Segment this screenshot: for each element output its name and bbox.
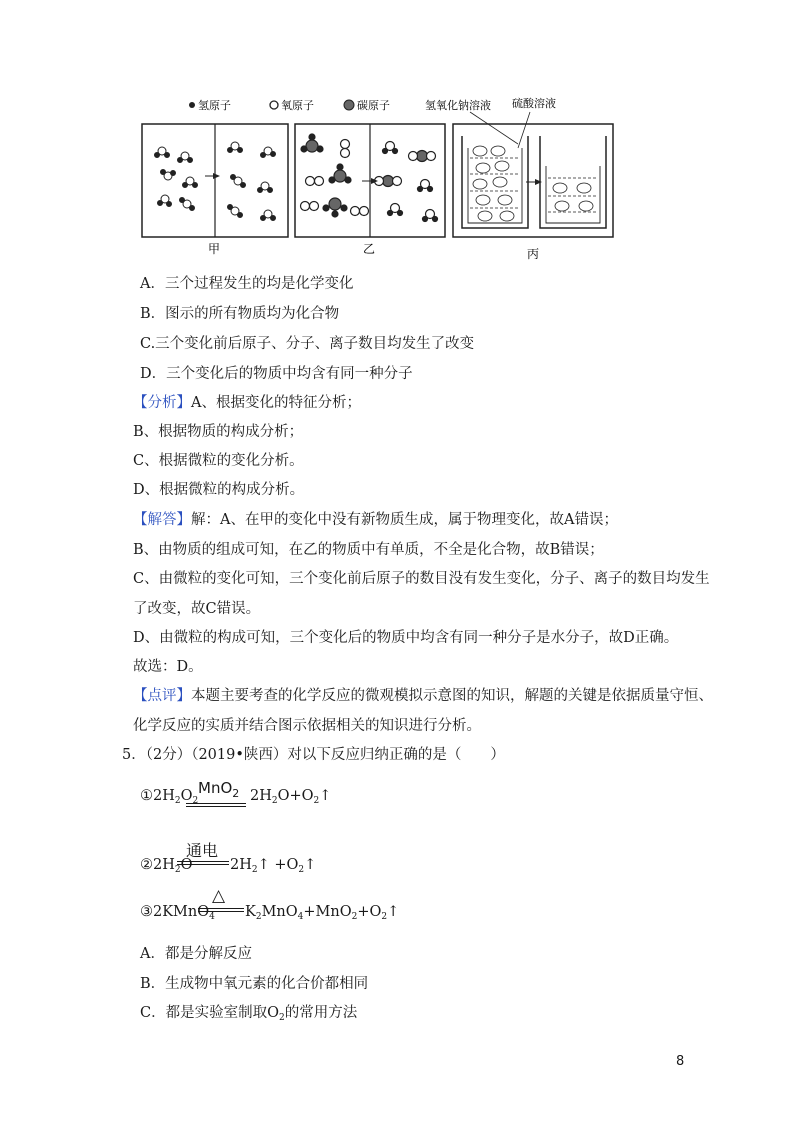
panel-yi-label: 乙 bbox=[363, 242, 376, 256]
equation-2-condition: 通电 bbox=[186, 841, 219, 860]
q4-answer-line: D、由微粒的构成可知，三个变化后的物质中均含有同一种分子是水分子，故D正确。 bbox=[133, 630, 679, 646]
equation-1-condition: MnO$_2$ bbox=[198, 779, 240, 800]
analysis-tag: 【分析】 bbox=[133, 395, 191, 411]
q4-answer-line: 【解答】解：A、在甲的变化中没有新物质生成，属于物理变化，故A错误； bbox=[133, 512, 618, 528]
q4-answer-line: B、由物质的组成可知，在乙的物质中有单质，不全是化合物，故B错误； bbox=[133, 542, 604, 558]
q4-option-d: D．三个变化后的物质中均含有同一种分子 bbox=[140, 366, 413, 382]
legend-c-label: 碳原子 bbox=[357, 99, 390, 112]
legend-naoh-label: 氢氧化钠溶液 bbox=[425, 99, 491, 112]
panel-bing-label: 丙 bbox=[527, 247, 540, 261]
legend-h2so4-label: 硫酸溶液 bbox=[512, 97, 556, 110]
q5-option-c: C．都是实验室制取$O_2$的常用方法 bbox=[140, 1005, 358, 1023]
legend-h-label: 氢原子 bbox=[198, 99, 231, 112]
h-atom-legend-icon bbox=[189, 102, 195, 108]
equation-1-products: $2H_2O+O_2↑$ bbox=[250, 788, 332, 806]
q4-answer-line: 故选：D。 bbox=[133, 659, 203, 675]
equation-3-equals bbox=[198, 908, 244, 912]
q4-option-a: A．三个过程发生的均是化学变化 bbox=[140, 276, 354, 292]
q4-option-c: C.三个变化前后原子、分子、离子数目均发生了改变 bbox=[140, 336, 475, 352]
q4-analysis-line: 【分析】A、根据变化的特征分析； bbox=[133, 395, 361, 411]
q4-analysis-line: B、根据物质的构成分析； bbox=[133, 424, 304, 440]
equation-1-equals bbox=[186, 803, 246, 807]
q5-option-b: B．生成物中氧元素的化合价都相同 bbox=[140, 976, 369, 992]
equation-2: $②2H_2O$ bbox=[140, 857, 193, 875]
equation-3: ③2KMnO$_4$ bbox=[140, 904, 215, 922]
q4-answer-line: 了改变，故C错误。 bbox=[133, 601, 261, 617]
o-atom-legend-icon bbox=[270, 101, 278, 109]
q5-option-a: A．都是分解反应 bbox=[140, 946, 252, 962]
q4-analysis-line: D、根据微粒的构成分析。 bbox=[133, 482, 305, 498]
q4-analysis-line: C、根据微粒的变化分析。 bbox=[133, 453, 304, 469]
q4-option-b: B．图示的所有物质均为化合物 bbox=[140, 306, 340, 322]
panel-jia-label: 甲 bbox=[208, 242, 221, 256]
q5-stem: 5．（2分）（2019•陕西）对以下反应归纳正确的是（ ） bbox=[122, 747, 505, 763]
equation-3-condition: △ bbox=[212, 886, 226, 906]
equation-3-products: $K_2MnO_4+MnO_2+O_2↑$ bbox=[245, 904, 400, 922]
equation-2-products: $2H_2↑$ $+O_2↑$ bbox=[230, 857, 317, 875]
panel-bing bbox=[453, 124, 613, 237]
q4-comment-line: 【点评】本题主要考查的化学反应的微观模拟示意图的知识，解题的关键是依据质量守恒、 bbox=[133, 688, 713, 704]
legend-o-label: 氧原子 bbox=[281, 99, 314, 112]
q4-answer-line: C、由微粒的变化可知，三个变化前后原子的数目没有发生变化，分子、离子的数目均发生 bbox=[133, 571, 710, 587]
micro-reaction-figure bbox=[140, 96, 615, 264]
c-atom-legend-icon bbox=[344, 100, 354, 110]
page-number: 8 bbox=[676, 1054, 685, 1069]
q4-comment-line: 化学反应的实质并结合图示依据相关的知识进行分析。 bbox=[133, 718, 481, 734]
equation-1: $①2H_2O_2$ bbox=[140, 788, 199, 806]
equation-2-equals bbox=[177, 861, 229, 865]
answer-tag: 【解答】 bbox=[133, 512, 191, 528]
comment-tag: 【点评】 bbox=[133, 688, 191, 704]
